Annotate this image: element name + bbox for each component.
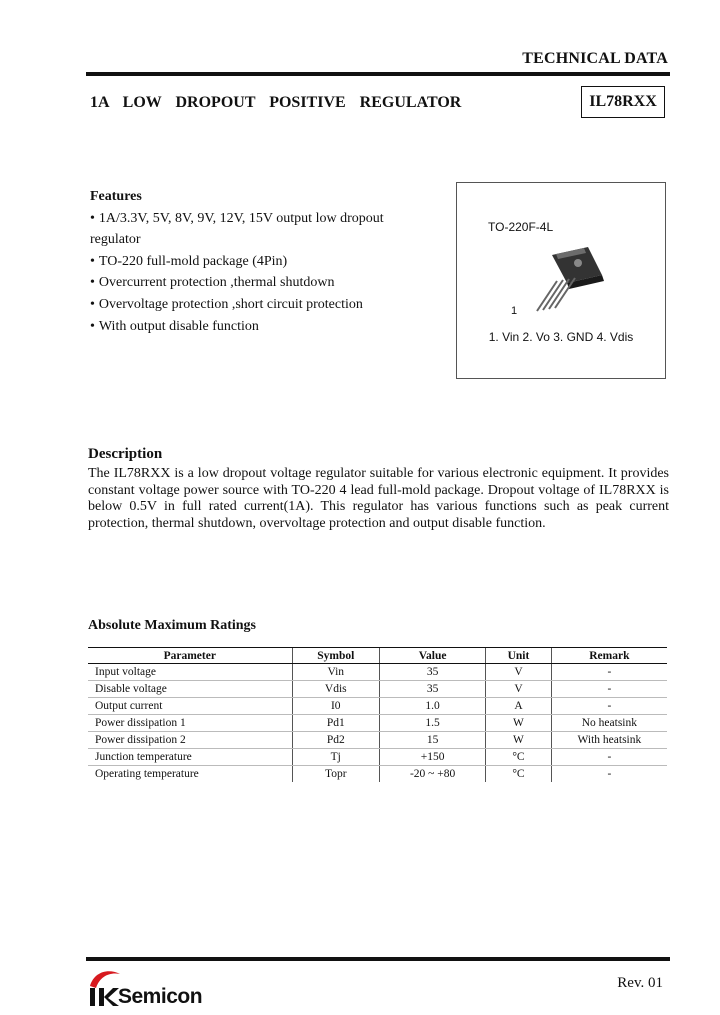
table-row <box>88 732 667 749</box>
table-row <box>88 766 667 783</box>
feature-item: • TO-220 full-mold package (4Pin) <box>90 251 420 273</box>
table-cell: - <box>551 766 667 783</box>
table-cell: 1.5 <box>380 715 486 732</box>
column-header: Value <box>380 648 486 664</box>
feature-item: • Overvoltage protection ,short circuit protection <box>90 294 420 316</box>
table-cell: - <box>551 698 667 715</box>
page-title: 1A LOW DROPOUT POSITIVE REGULATOR <box>90 94 462 111</box>
table-cell: °C <box>486 766 552 783</box>
column-header: Remark <box>551 648 667 664</box>
table-cell: Junction temperature <box>88 749 292 766</box>
table-header-row <box>88 648 667 664</box>
table-cell: Power dissipation 1 <box>88 715 292 732</box>
table-cell: Pd1 <box>292 715 379 732</box>
table-cell: Vdis <box>292 681 379 698</box>
table-cell: - <box>551 749 667 766</box>
pin1-label: 1 <box>511 305 518 317</box>
table-cell: A <box>486 698 552 715</box>
column-header: Parameter <box>88 648 292 664</box>
header-divider <box>86 72 670 76</box>
table-row <box>88 749 667 766</box>
company-logo <box>86 966 246 1010</box>
table-row <box>88 698 667 715</box>
package-box <box>456 182 666 379</box>
table-cell: Disable voltage <box>88 681 292 698</box>
footer-divider <box>86 957 670 961</box>
table-cell: Vin <box>292 664 379 681</box>
revision-label: Rev. 01 <box>617 975 663 991</box>
table-cell: No heatsink <box>551 715 667 732</box>
table-cell: W <box>486 732 552 749</box>
ratings-table <box>88 647 667 782</box>
part-number: IL78RXX <box>589 93 657 110</box>
table-cell: - <box>551 664 667 681</box>
table-cell: 1.0 <box>380 698 486 715</box>
table-cell: W <box>486 715 552 732</box>
feature-item: • 1A/3.3V, 5V, 8V, 9V, 12V, 15V output low dropout regulator <box>90 208 420 251</box>
feature-item: • Overcurrent protection ,thermal shutdown <box>90 272 420 294</box>
pinout-label: 1. Vin 2. Vo 3. GND 4. Vdis <box>488 330 634 344</box>
table-cell: Pd2 <box>292 732 379 749</box>
table-row <box>88 715 667 732</box>
description-heading: Description <box>88 446 163 462</box>
package-image <box>512 245 612 315</box>
table-cell: -20 ~ +80 <box>380 766 486 783</box>
section-label: TECHNICAL DATA <box>522 50 668 67</box>
table-cell: Operating temperature <box>95 768 199 780</box>
table-cell: Topr <box>292 766 379 783</box>
table-cell: I0 <box>292 698 379 715</box>
table-cell: Input voltage <box>88 664 292 681</box>
table-cell: Power dissipation 2 <box>88 732 292 749</box>
table-cell: °C <box>486 749 552 766</box>
table-cell: - <box>551 681 667 698</box>
table-row <box>88 664 667 681</box>
table-cell: V <box>486 681 552 698</box>
features-heading: Features <box>90 189 142 204</box>
features-section <box>90 186 420 337</box>
table-cell: 15 <box>380 732 486 749</box>
table-cell: Output current <box>88 698 292 715</box>
column-header: Unit <box>486 648 552 664</box>
ratings-heading: Absolute Maximum Ratings <box>88 618 257 633</box>
table-cell: +150 <box>380 749 486 766</box>
column-header: Symbol <box>292 648 379 664</box>
table-cell: Tj <box>292 749 379 766</box>
part-number-box <box>581 86 665 118</box>
table-cell: 35 <box>380 681 486 698</box>
table-cell: V <box>486 664 552 681</box>
table-cell: 35 <box>380 664 486 681</box>
table-row <box>88 681 667 698</box>
logo-text: Semicon <box>118 985 203 1008</box>
package-name: TO-220F-4L <box>488 220 554 234</box>
description-text: The IL78RXX is a low dropout voltage regulator suitable for various electronic equipment. It provides constant voltage power source with TO-220 4 lead full-mold package. Dropout voltage of IL78RXX is below 0.5V in full rated current(1A). This regulator has various functions such as peak current protection, thermal shutdown, overvoltage protection and output disable function. <box>88 466 669 531</box>
feature-item: • With output disable function <box>90 316 420 338</box>
table-cell: With heatsink <box>551 732 667 749</box>
